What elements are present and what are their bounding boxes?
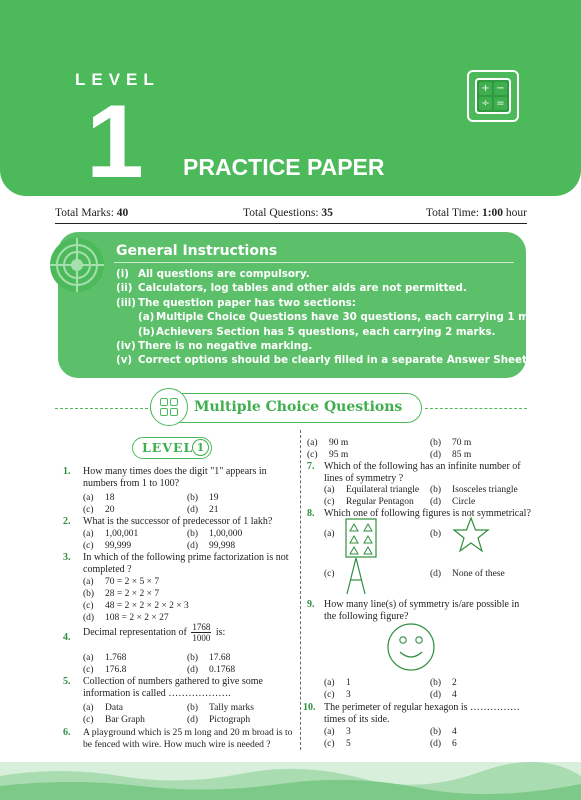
question-number: 10. [303, 702, 316, 713]
option-value: 0.1768 [209, 665, 236, 675]
instructions-divider [114, 262, 514, 263]
option-label: (c) [324, 739, 335, 749]
header-banner [0, 0, 581, 200]
option-label: (d) [430, 450, 442, 460]
question-number: 9. [307, 599, 315, 610]
marks-value: 40 [116, 207, 129, 219]
option-value: Regular Pentagon [346, 497, 414, 507]
option-value: 3 [346, 690, 351, 700]
option-value: 108 = 2 × 2 × 27 [105, 613, 169, 623]
question-text: A playground which is 25 m long and 20 m broad is to be fenced with wire. How much wire is needed ? [83, 727, 293, 750]
option-value: Isosceles triangle [452, 485, 518, 495]
question-text: In which of the following prime factorization is not completed ? [83, 552, 289, 575]
option-a [83, 492, 115, 504]
target-icon [48, 236, 106, 294]
questions-label: Total Questions: [243, 207, 319, 219]
option-value: 2 [452, 678, 457, 688]
option-label: (a) [83, 703, 94, 713]
checklist-box [170, 408, 178, 416]
option-label: (a) [83, 529, 94, 539]
divider [55, 223, 527, 224]
option-value: 3 [346, 727, 351, 737]
option-label: (c) [324, 690, 335, 700]
total-time [426, 207, 527, 219]
option-b [187, 492, 219, 504]
option-value: 70 = 2 × 5 × 7 [105, 577, 160, 587]
question-text: Collection of numbers gathered to give some information is called ………………. [83, 676, 263, 699]
option-value: None of these [452, 569, 505, 579]
option-value: Pictograph [209, 715, 251, 725]
option-label: (d) [430, 569, 442, 579]
dashed-rule [425, 408, 527, 409]
option-c [83, 600, 189, 612]
option-d [430, 449, 471, 461]
option-label: (c) [83, 541, 94, 551]
instruction-text: Achievers Section has 5 questions, each carrying 2 marks. [156, 325, 496, 338]
instruction-item [116, 354, 552, 368]
option-label: (b) [187, 653, 199, 663]
option-label: (d) [187, 715, 199, 725]
option-label: (d) [187, 505, 199, 515]
option-c [83, 540, 131, 552]
option-value: 1 [346, 678, 351, 688]
question-text [83, 622, 289, 643]
checklist-box [160, 408, 168, 416]
option-value: Equilateral triangle [346, 485, 420, 495]
option-value: 99,999 [105, 541, 132, 551]
question-number: 8. [307, 508, 315, 519]
option-label: (b) [187, 703, 199, 713]
instruction-item [116, 297, 552, 311]
instruction-subitem [116, 326, 552, 340]
option-label: (b) [430, 678, 442, 688]
option-label: (d) [187, 541, 199, 551]
option-c [324, 689, 351, 701]
question-text: How many line(s) of symmetry is/are possible in the following figure? [324, 599, 520, 622]
option-c [324, 738, 351, 750]
option-value: Bar Graph [105, 715, 145, 725]
instruction-num: (i) [116, 268, 129, 280]
option-label: (d) [430, 739, 442, 749]
option-value: 70 m [452, 438, 472, 448]
option-label: (b) [430, 438, 442, 448]
option-label: (b) [430, 485, 442, 495]
option-label: (d) [187, 665, 199, 675]
option-label: (c) [83, 601, 94, 611]
option-value: 99,998 [209, 541, 236, 551]
question-number: 6. [63, 727, 71, 738]
option-value: 18 [105, 493, 115, 503]
option-label: (a) [83, 653, 94, 663]
option-a [324, 484, 419, 496]
total-questions [243, 207, 333, 219]
option-label: (c) [83, 665, 94, 675]
option-a [324, 528, 346, 540]
fraction-numerator: 1768 [192, 622, 211, 632]
option-d [430, 738, 457, 750]
instruction-text: Calculators, log tables and other aids are not permitted. [138, 282, 467, 295]
question-text-post: is: [215, 626, 226, 638]
instructions-list [116, 268, 552, 369]
option-d [430, 689, 457, 701]
option-label: (a) [324, 529, 335, 539]
plus-key: + [479, 82, 492, 95]
instruction-num: (a) [138, 311, 155, 324]
option-label: (b) [430, 727, 442, 737]
option-b [430, 437, 471, 449]
option-d [430, 496, 475, 508]
option-d [187, 664, 235, 676]
option-b [187, 702, 254, 714]
checklist-box [170, 398, 178, 406]
info-row [55, 207, 527, 223]
option-label: (a) [307, 438, 318, 448]
option-c [83, 664, 126, 676]
question-number: 1. [63, 466, 71, 477]
option-label: (a) [83, 493, 94, 503]
option-value: 85 m [452, 450, 472, 460]
question-text: The perimeter of regular hexagon is …………… times of its side. [324, 702, 521, 725]
question-number: 4. [63, 632, 71, 643]
option-a [324, 677, 351, 689]
instruction-text: The question paper has two sections: [138, 296, 356, 309]
option-value: 28 = 2 × 2 × 7 [105, 589, 160, 599]
figure-box-triangles [345, 518, 377, 558]
instruction-item [116, 268, 552, 282]
smiley-figure [386, 622, 436, 672]
option-a [83, 576, 159, 588]
option-label: (c) [324, 497, 335, 507]
option-b [430, 528, 452, 540]
option-value: Data [105, 703, 123, 713]
divide-key: ÷ [479, 97, 492, 110]
option-a [83, 528, 138, 540]
option-label: (a) [324, 485, 335, 495]
minus-key: − [494, 82, 507, 95]
option-b [83, 588, 159, 600]
option-label: (a) [83, 577, 94, 587]
option-a [83, 652, 126, 664]
option-label: (c) [83, 505, 94, 515]
option-value: 20 [105, 505, 115, 515]
calculator-icon [467, 70, 519, 122]
option-value: 6 [452, 739, 457, 749]
option-label: (a) [324, 727, 335, 737]
question-number: 3. [63, 552, 71, 563]
option-c [83, 714, 145, 726]
question-number: 5. [63, 676, 71, 687]
instructions-title: General Instructions [116, 243, 278, 259]
option-value: 1,00,001 [105, 529, 139, 539]
marks-label: Total Marks: [55, 207, 114, 219]
star-figure [451, 516, 491, 554]
option-value: 48 = 2 × 2 × 2 × 2 × 3 [105, 601, 189, 611]
option-a [83, 702, 123, 714]
option-b [430, 484, 518, 496]
option-b [430, 677, 457, 689]
option-label: (d) [430, 690, 442, 700]
option-value: 17.68 [209, 653, 231, 663]
level-number: 1 [86, 84, 144, 200]
option-value: 19 [209, 493, 219, 503]
option-d [187, 540, 235, 552]
option-b [187, 652, 230, 664]
option-label: (d) [83, 613, 95, 623]
equals-key: = [494, 97, 507, 110]
section-title: Multiple Choice Questions [194, 399, 403, 415]
option-d [187, 714, 250, 726]
question-text: How many times does the digit "1" appears in numbers from 1 to 100? [83, 466, 267, 489]
option-c [324, 568, 346, 580]
option-label: (b) [83, 589, 95, 599]
option-label: (c) [307, 450, 318, 460]
option-value: 4 [452, 690, 457, 700]
option-d [430, 568, 505, 580]
option-c [324, 496, 414, 508]
instruction-text: Multiple Choice Questions have 30 questions, each carrying 1 mark. [156, 311, 552, 324]
option-c [307, 449, 348, 461]
option-value: 5 [346, 739, 351, 749]
option-label: (c) [83, 715, 94, 725]
instruction-num: (iii) [116, 296, 137, 309]
question-text: Which one of following figures is not symmetrical? [324, 508, 531, 519]
instruction-item [116, 340, 552, 354]
question-number: 7. [307, 461, 315, 472]
option-value: 1.768 [105, 653, 127, 663]
instruction-text: All questions are compulsory. [138, 268, 310, 280]
option-b [430, 726, 457, 738]
instruction-subitem [116, 311, 552, 325]
time-label: Total Time: [425, 207, 480, 219]
option-label: (b) [430, 529, 442, 539]
column-divider [300, 430, 301, 750]
bottom-wave-band [0, 762, 581, 800]
time-value: 1:00 [481, 207, 504, 219]
letter-a-figure [345, 556, 367, 596]
question-text-pre: Decimal representation of [83, 626, 187, 638]
level-badge-text: LEVEL [142, 440, 194, 455]
option-value: 21 [209, 505, 219, 515]
option-a [324, 726, 351, 738]
option-label: (b) [187, 529, 199, 539]
option-d [187, 504, 219, 516]
instruction-text: Correct options should be clearly filled in a separate Answer Sheet. [138, 354, 531, 367]
option-b [187, 528, 242, 540]
time-unit: hour [505, 207, 527, 219]
question-text: Which of the following has an infinite number of lines of symmetry ? [324, 461, 521, 484]
fraction-denominator: 1000 [192, 633, 211, 643]
instruction-num: (iv) [116, 339, 136, 352]
instruction-num: (v) [116, 354, 133, 367]
checklist-box [160, 398, 168, 406]
option-value: 176.8 [105, 665, 127, 675]
questions-value: 35 [321, 207, 333, 219]
option-c [83, 504, 115, 516]
option-value: 95 m [329, 450, 349, 460]
total-marks [55, 207, 128, 219]
option-label: (b) [187, 493, 199, 503]
option-value: Circle [452, 497, 476, 507]
question-text: What is the successor of predecessor of 1 lakh? [83, 516, 273, 527]
option-label: (d) [430, 497, 442, 507]
option-value: 1,00,000 [209, 529, 243, 539]
level-word: LEVEL [75, 70, 160, 89]
page-title: PRACTICE PAPER [183, 154, 385, 180]
option-a [307, 437, 348, 449]
instruction-item [116, 282, 552, 296]
option-value: 4 [452, 727, 457, 737]
fraction [191, 622, 211, 643]
instruction-text: There is no negative marking. [138, 339, 313, 352]
option-value: 90 m [329, 438, 349, 448]
level-badge-number: 1 [192, 439, 209, 456]
instruction-num: (b) [138, 325, 155, 338]
question-number: 2. [63, 516, 71, 527]
checklist-icon [150, 388, 188, 426]
option-label: (a) [324, 678, 335, 688]
dashed-rule [55, 408, 148, 409]
option-value: Tally marks [209, 703, 254, 713]
option-label: (c) [324, 569, 335, 579]
instruction-num: (ii) [116, 282, 133, 295]
